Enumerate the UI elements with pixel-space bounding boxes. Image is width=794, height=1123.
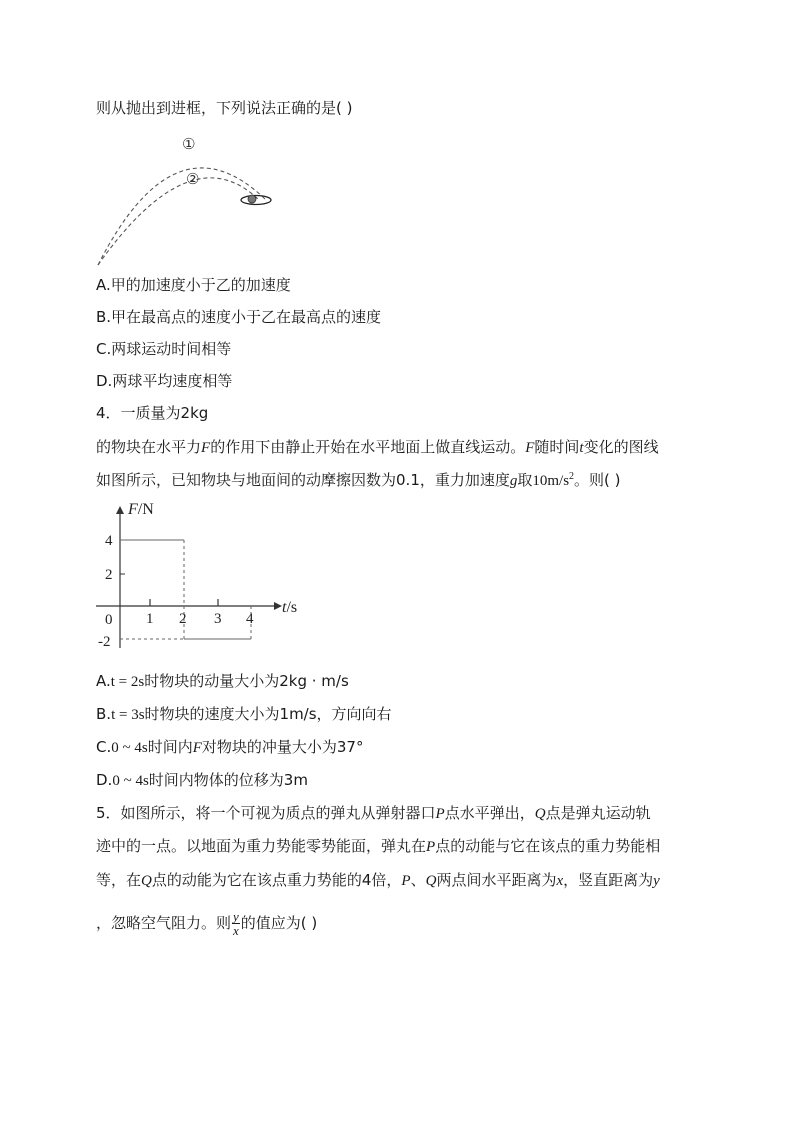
y-axis-label: F/N [128, 501, 154, 518]
q3-option-c: C.两球运动时间相等 [96, 340, 232, 358]
trajectory-1 [98, 168, 265, 265]
q4-option-a: A.t = 2s时物块的动量大小为2kg · m/s [96, 672, 349, 690]
y-tick-4: 4 [105, 533, 113, 549]
fraction-y-over-x: $\frac{y}{x}$ [233, 909, 239, 938]
q3-option-b: B.甲在最高点的速度小于乙在最高点的速度 [96, 308, 382, 326]
x-tick-2: 2 [179, 611, 187, 627]
y-axis-arrow [116, 506, 124, 514]
q3-option-a: A.甲的加速度小于乙的加速度 [96, 276, 291, 294]
q4-option-c: C.0 ~ 4s时间内F对物块的冲量大小为37° [96, 738, 364, 756]
q5-line2: 迹中的一点。以地面为重力势能零势能面，弹丸在P点的动能与它在该点的重力势能相 [96, 837, 661, 855]
x-tick-3: 3 [214, 611, 222, 627]
force-time-graph [92, 498, 322, 658]
x-tick-4: 4 [246, 611, 254, 627]
trajectory-figure [90, 125, 290, 270]
trajectory-label-2: ② [186, 170, 200, 188]
x-tick-1: 1 [146, 611, 154, 627]
trajectory-2 [98, 178, 258, 265]
ball [248, 195, 256, 203]
q5-line4: ，忽略空气阻力。则 $\frac{y}{x}$ 的值应为( ) [96, 909, 318, 938]
x-axis-label: t/s [282, 599, 298, 616]
q4-stem-line2: 如图所示，已知物块与地面间的动摩擦因数为0.1，重力加速度g取$10m/s^2$。则( ) [96, 471, 621, 489]
q4-title: 4．一质量为2kg [96, 404, 209, 422]
q4-option-d: D.0 ~ 4s时间内物体的位移为3m [96, 771, 308, 789]
y-tick-neg2: -2 [98, 634, 111, 650]
trajectory-label-1: ① [182, 135, 196, 153]
q5-line1: 5．如图所示，将一个可视为质点的弹丸从弹射器口P点水平弹出，Q点是弹丸运动轨 [96, 804, 651, 822]
q5-line3: 等，在Q点的动能为它在该点重力势能的4倍，P、Q两点间水平距离为x，竖直距离为y [96, 871, 660, 889]
q4-option-b: B.t = 3s时物块的速度大小为1m/s，方向向右 [96, 705, 392, 723]
x-axis-arrow [274, 602, 282, 610]
q3-stem: 则从抛出到进框，下列说法正确的是( ) [96, 99, 353, 117]
q4-stem-line1: 的物块在水平力F的作用下由静止开始在水平地面上做直线运动。F随时间t变化的图线 [96, 438, 659, 456]
y-tick-2: 2 [105, 567, 113, 583]
origin-label: 0 [105, 612, 113, 628]
q3-option-d: D.两球平均速度相等 [96, 372, 233, 390]
